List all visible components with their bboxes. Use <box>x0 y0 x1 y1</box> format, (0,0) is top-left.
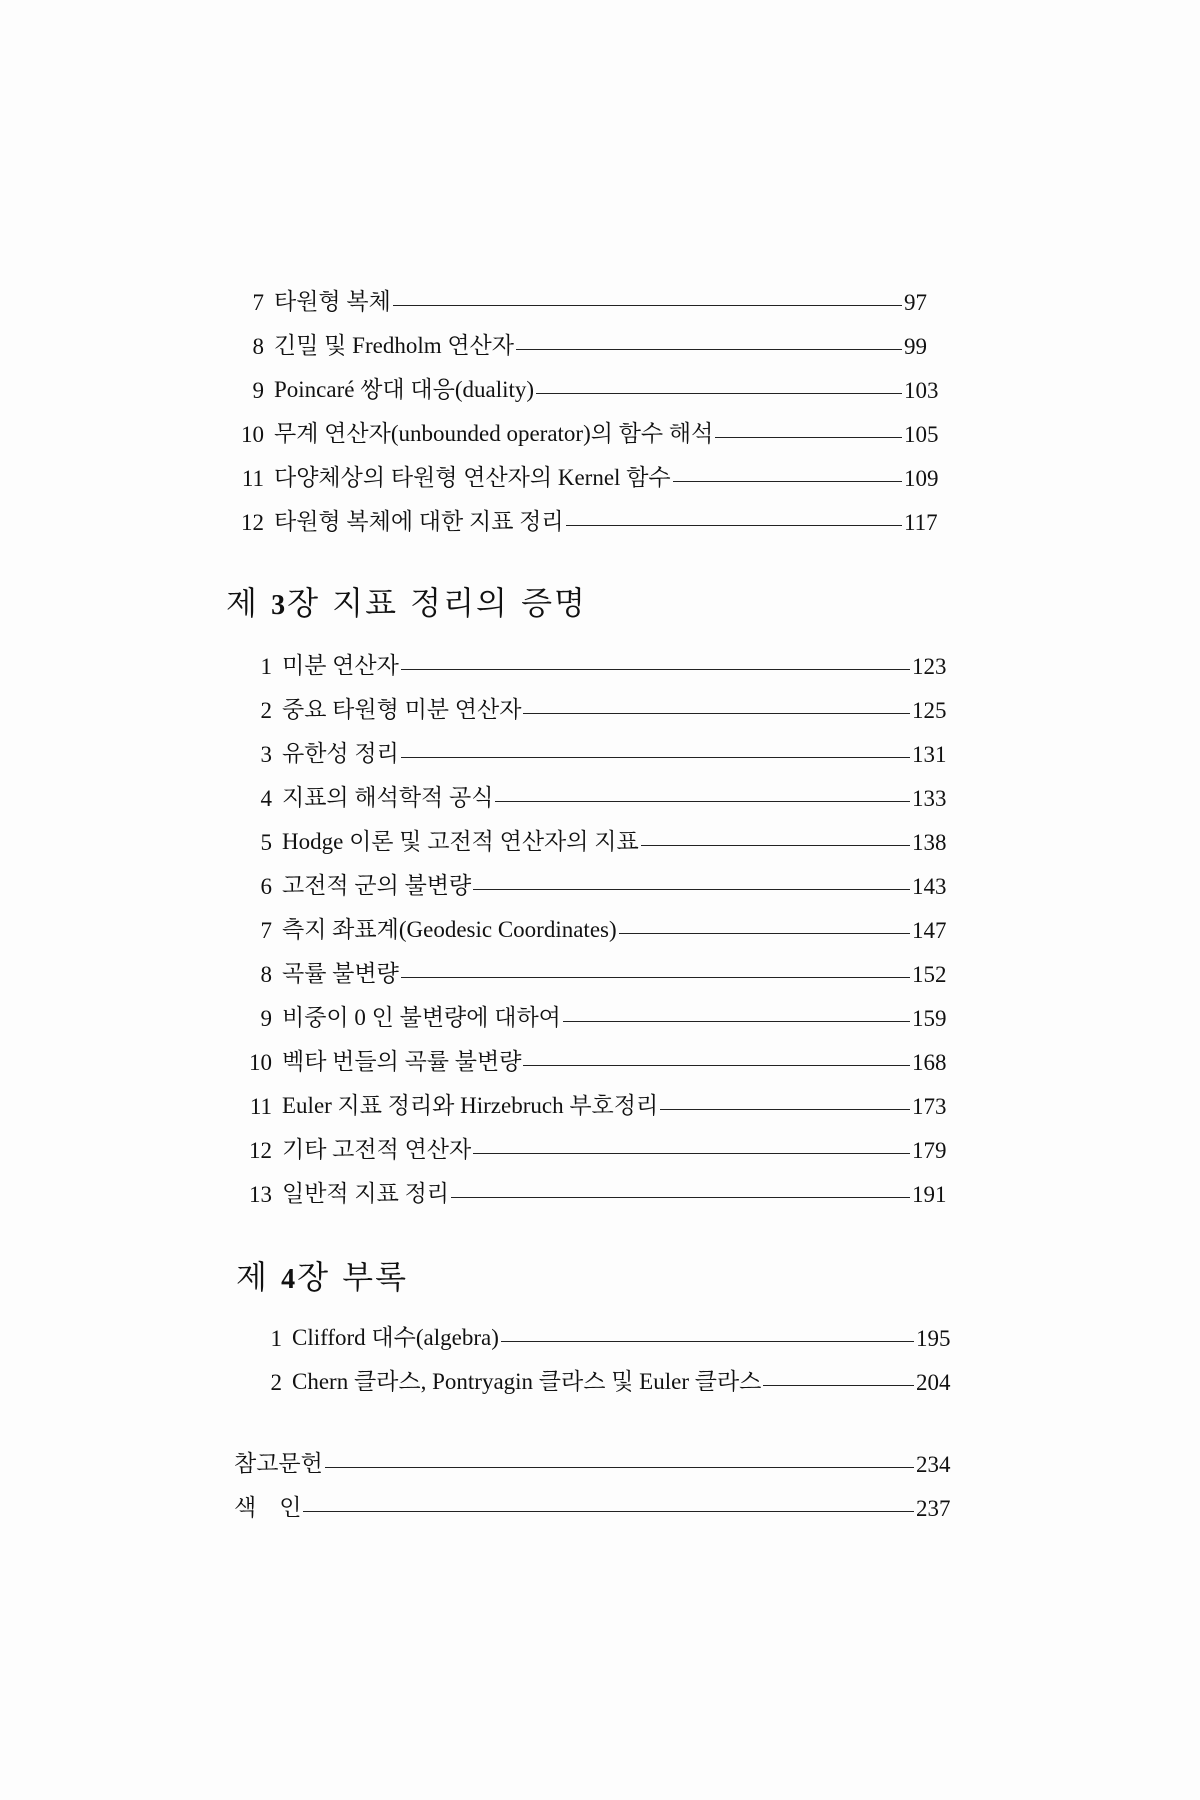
dot-leader <box>401 757 910 758</box>
entry-title: 벡타 번들의 곡률 불변량 <box>282 1049 522 1074</box>
chapter-number: 3 <box>271 590 288 621</box>
toc-entry <box>238 448 944 492</box>
entry-page: 105 <box>904 422 939 447</box>
entry-page: 125 <box>912 698 947 723</box>
toc-entry <box>246 768 952 812</box>
toc-entry <box>246 724 952 768</box>
entry-page: 109 <box>904 466 939 491</box>
entry-title: Euler 지표 정리와 Hirzebruch 부호정리 <box>282 1093 659 1118</box>
entry-number: 9 <box>260 1006 272 1031</box>
toc-entry <box>238 492 944 536</box>
entry-title: 타원형 복체 <box>274 289 391 314</box>
entry-page: 168 <box>912 1050 947 1075</box>
toc-entry <box>246 812 952 856</box>
entry-number: 8 <box>252 334 264 359</box>
dot-leader <box>303 1511 914 1512</box>
dot-leader <box>673 481 902 482</box>
entry-title: 기타 고전적 연산자 <box>282 1137 472 1162</box>
entry-number: 1 <box>260 654 272 679</box>
entry-page: 204 <box>916 1370 951 1395</box>
chapter-3-entries <box>246 636 952 1208</box>
dot-leader <box>325 1467 914 1468</box>
entry-number: 11 <box>241 466 264 491</box>
chapter-4-entries <box>256 1308 956 1396</box>
entry-page: 123 <box>912 654 947 679</box>
dot-leader <box>401 669 910 670</box>
entry-number: 11 <box>249 1094 272 1119</box>
entry-page: 97 <box>904 290 927 315</box>
entry-title: 일반적 지표 정리 <box>282 1181 450 1206</box>
dot-leader <box>566 525 902 526</box>
back-matter <box>234 1434 956 1522</box>
entry-page: 237 <box>916 1496 951 1521</box>
dot-leader <box>451 1197 910 1198</box>
entry-title: 비중이 0 인 불변량에 대하여 <box>282 1005 561 1030</box>
dot-leader <box>523 1065 910 1066</box>
toc-entry <box>246 636 952 680</box>
toc-entry <box>246 1120 952 1164</box>
chapter-4-heading <box>236 1252 408 1298</box>
dot-leader <box>619 933 910 934</box>
entry-title: 다양체상의 타원형 연산자의 Kernel 함수 <box>274 465 671 490</box>
entry-number: 7 <box>252 290 264 315</box>
toc-entry <box>246 944 952 988</box>
entry-page: 133 <box>912 786 947 811</box>
toc-entry <box>238 316 944 360</box>
entry-number: 5 <box>260 830 272 855</box>
chapter-title: 장 부록 <box>297 1258 409 1296</box>
toc-entry <box>234 1434 956 1478</box>
dot-leader <box>641 845 910 846</box>
toc-entry <box>246 1076 952 1120</box>
chapter-title: 장 지표 정리의 증명 <box>287 584 587 622</box>
entry-page: 159 <box>912 1006 947 1031</box>
entry-title: 측지 좌표계(Geodesic Coordinates) <box>282 917 617 942</box>
entry-number: 9 <box>252 378 264 403</box>
chapter-prefix: 제 <box>226 584 259 622</box>
entry-title: 고전적 군의 불변량 <box>282 873 472 898</box>
toc-entry <box>234 1478 956 1522</box>
dot-leader <box>401 977 910 978</box>
entry-number: 4 <box>260 786 272 811</box>
entry-number: 13 <box>249 1182 272 1207</box>
toc-entry <box>238 272 944 316</box>
toc-entry <box>256 1352 956 1396</box>
entry-number: 2 <box>260 698 272 723</box>
entry-page: 117 <box>904 510 938 535</box>
entry-page: 173 <box>912 1094 947 1119</box>
toc-entry <box>246 900 952 944</box>
entry-title: 미분 연산자 <box>282 653 399 678</box>
dot-leader <box>473 1153 910 1154</box>
entry-title: Hodge 이론 및 고전적 연산자의 지표 <box>282 829 639 854</box>
entry-title: 지표의 해석학적 공식 <box>282 785 494 810</box>
dot-leader <box>763 1385 914 1386</box>
dot-leader <box>473 889 910 890</box>
entry-page: 191 <box>912 1182 947 1207</box>
entry-title: 유한성 정리 <box>282 741 399 766</box>
toc-entry <box>238 360 944 404</box>
entry-number: 3 <box>260 742 272 767</box>
entry-number: 7 <box>260 918 272 943</box>
dot-leader <box>715 437 902 438</box>
entry-title: 곡률 불변량 <box>282 961 399 986</box>
dot-leader <box>660 1109 910 1110</box>
entry-page: 143 <box>912 874 947 899</box>
entry-page: 131 <box>912 742 947 767</box>
entry-title: Clifford 대수(algebra) <box>292 1325 499 1350</box>
toc-entry <box>246 1164 952 1208</box>
entry-title: 참고문헌 <box>234 1451 323 1476</box>
entry-page: 99 <box>904 334 927 359</box>
entry-title: 긴밀 및 Fredholm 연산자 <box>274 333 514 358</box>
entry-number: 6 <box>260 874 272 899</box>
entry-title: Poincaré 쌍대 대응(duality) <box>274 377 535 402</box>
dot-leader <box>516 349 902 350</box>
toc-entry <box>256 1308 956 1352</box>
toc-entry <box>246 1032 952 1076</box>
entry-number: 12 <box>249 1138 272 1163</box>
entry-number: 10 <box>249 1050 272 1075</box>
dot-leader <box>536 393 902 394</box>
entry-number: 10 <box>241 422 264 447</box>
dot-leader <box>495 801 910 802</box>
dot-leader <box>563 1021 910 1022</box>
entry-number: 8 <box>260 962 272 987</box>
dot-leader <box>523 713 910 714</box>
entry-title: 중요 타원형 미분 연산자 <box>282 697 522 722</box>
entry-title: Chern 클라스, Pontryagin 클라스 및 Euler 클라스 <box>292 1369 762 1394</box>
entry-number: 12 <box>241 510 264 535</box>
toc-entry <box>246 988 952 1032</box>
entry-title: 색 인 <box>234 1495 302 1520</box>
entry-page: 138 <box>912 830 947 855</box>
dot-leader <box>501 1341 914 1342</box>
entry-number: 1 <box>270 1326 282 1351</box>
entry-title: 무계 연산자(unbounded operator)의 함수 해석 <box>274 421 714 446</box>
entry-page: 147 <box>912 918 947 943</box>
chapter-number: 4 <box>281 1264 298 1295</box>
chapter-prefix: 제 <box>236 1258 269 1296</box>
entry-page: 195 <box>916 1326 951 1351</box>
dot-leader <box>393 305 902 306</box>
toc-section-continued <box>238 272 944 536</box>
chapter-3-heading <box>226 578 587 624</box>
entry-title: 타원형 복체에 대한 지표 정리 <box>274 509 564 534</box>
toc-entry <box>246 680 952 724</box>
entry-page: 103 <box>904 378 939 403</box>
toc-entry <box>246 856 952 900</box>
entry-page: 179 <box>912 1138 947 1163</box>
entry-number: 2 <box>270 1370 282 1395</box>
entry-page: 234 <box>916 1452 951 1477</box>
entry-page: 152 <box>912 962 947 987</box>
toc-entry <box>238 404 944 448</box>
